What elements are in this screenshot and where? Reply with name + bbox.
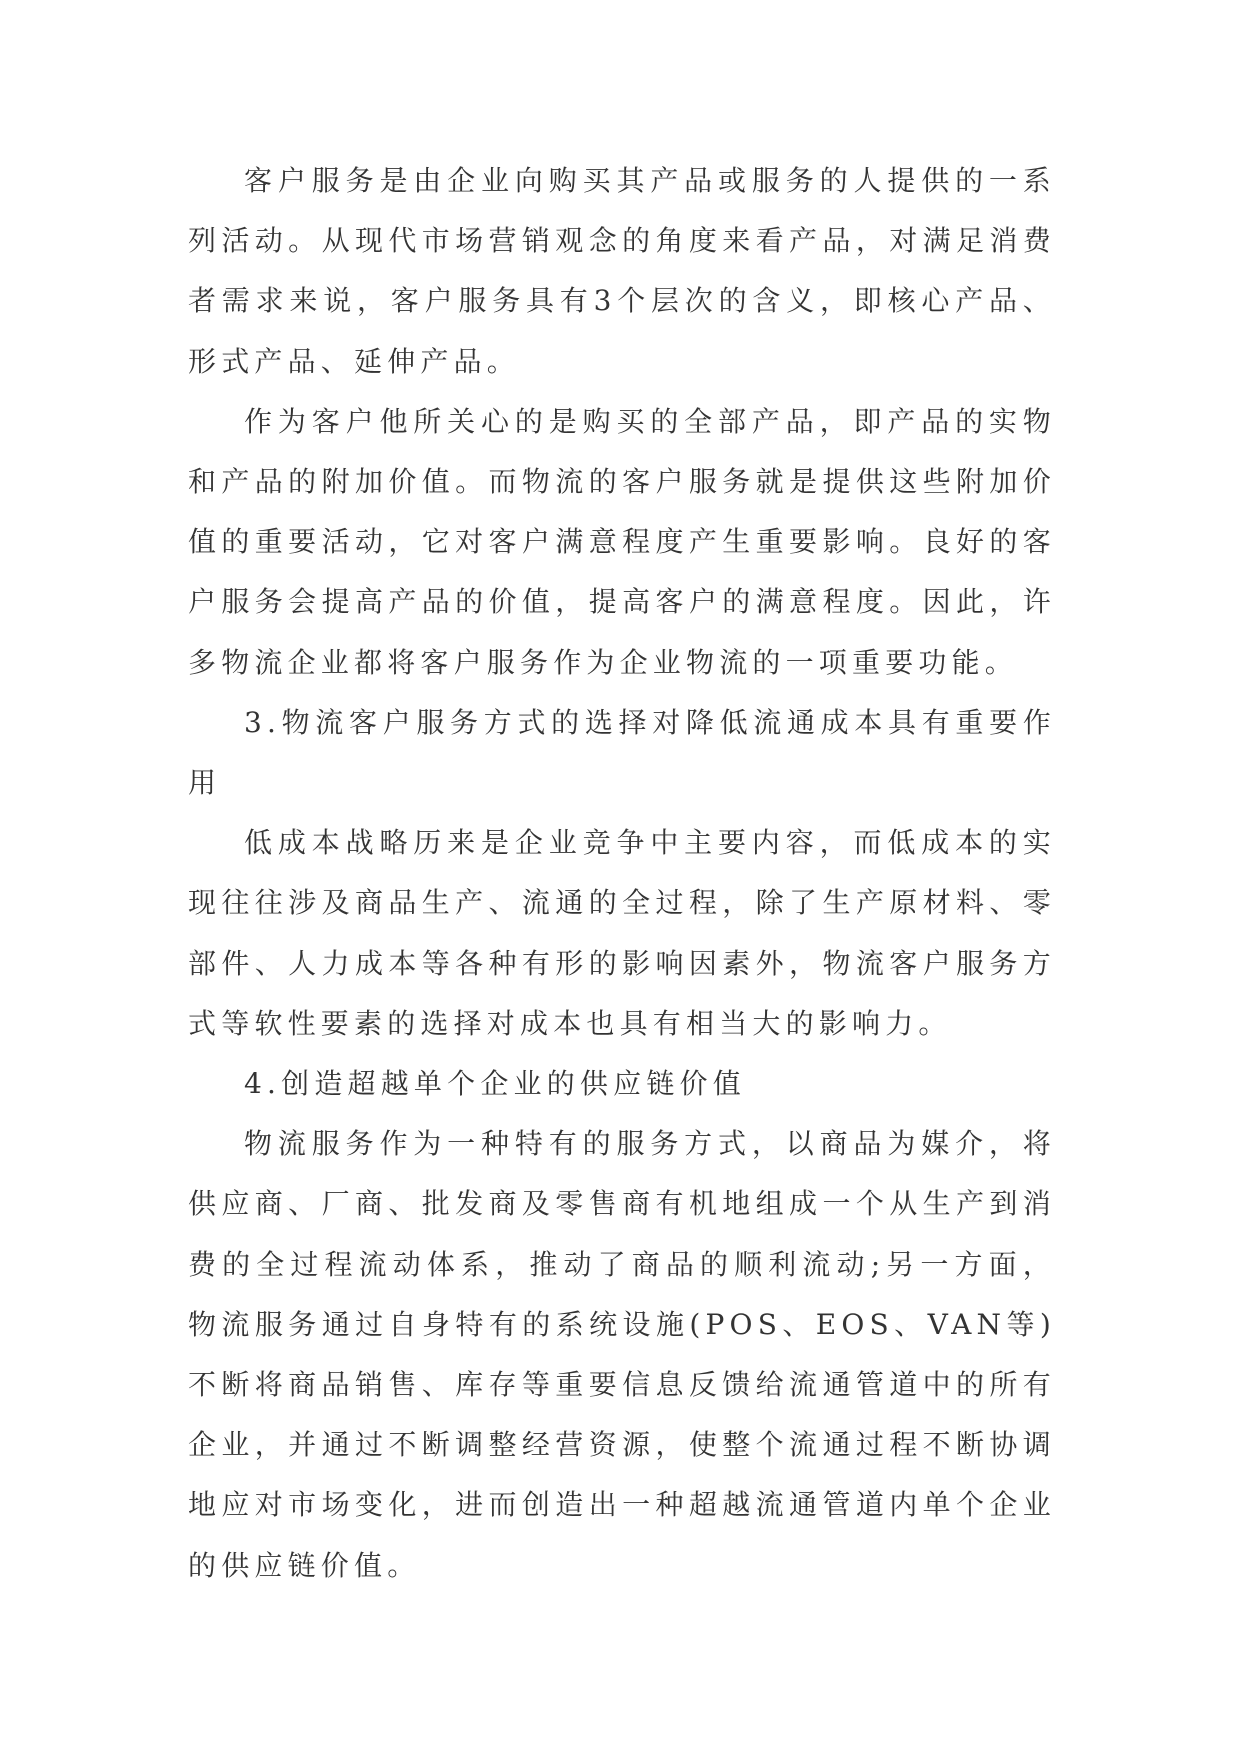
heading-point-3: 3.物流客户服务方式的选择对降低流通成本具有重要作用 [188,705,1056,800]
heading-point-4: 4.创造超越单个企业的供应链价值 [244,1067,746,1101]
paragraph-customer-service-definition: 客户服务是由企业向购买其产品或服务的人提供的一系列活动。从现代市场营销观念的角度来看产品，对满足消费者需求来说，客户服务具有3个层次的含义，即核心产品、形式产品、延伸产品。 [188,164,1056,378]
document-body [188,151,1056,1596]
paragraph-supply-chain-value: 物流服务作为一种特有的服务方式，以商品为媒介，将供应商、厂商、批发商及零售商有机地组成一个从生产到消费的全过程流动体系，推动了商品的顺利流动;另一方面，物流服务通过自身特有的系统设施(POS、EOS、VAN等)不断将商品销售、库存等重要信息反馈给流通管道中的所有企业，并通过不断调整经营资源，使整个流通过程不断协调地应对市场变化，进而创造出一种超越流通管道内单个企业的供应链价值。 [188,1127,1056,1582]
paragraph-low-cost-strategy: 低成本战略历来是企业竞争中主要内容，而低成本的实现往往涉及商品生产、流通的全过程，除了生产原材料、零部件、人力成本等各种有形的影响因素外，物流客户服务方式等软性要素的选择对成本也具有相当大的影响力。 [188,826,1056,1040]
paragraph-customer-value: 作为客户他所关心的是购买的全部产品，即产品的实物和产品的附加价值。而物流的客户服务就是提供这些附加价值的重要活动，它对客户满意程度产生重要影响。良好的客户服务会提高产品的价值，提高客户的满意程度。因此，许多物流企业都将客户服务作为企业物流的一项重要功能。 [188,404,1056,679]
